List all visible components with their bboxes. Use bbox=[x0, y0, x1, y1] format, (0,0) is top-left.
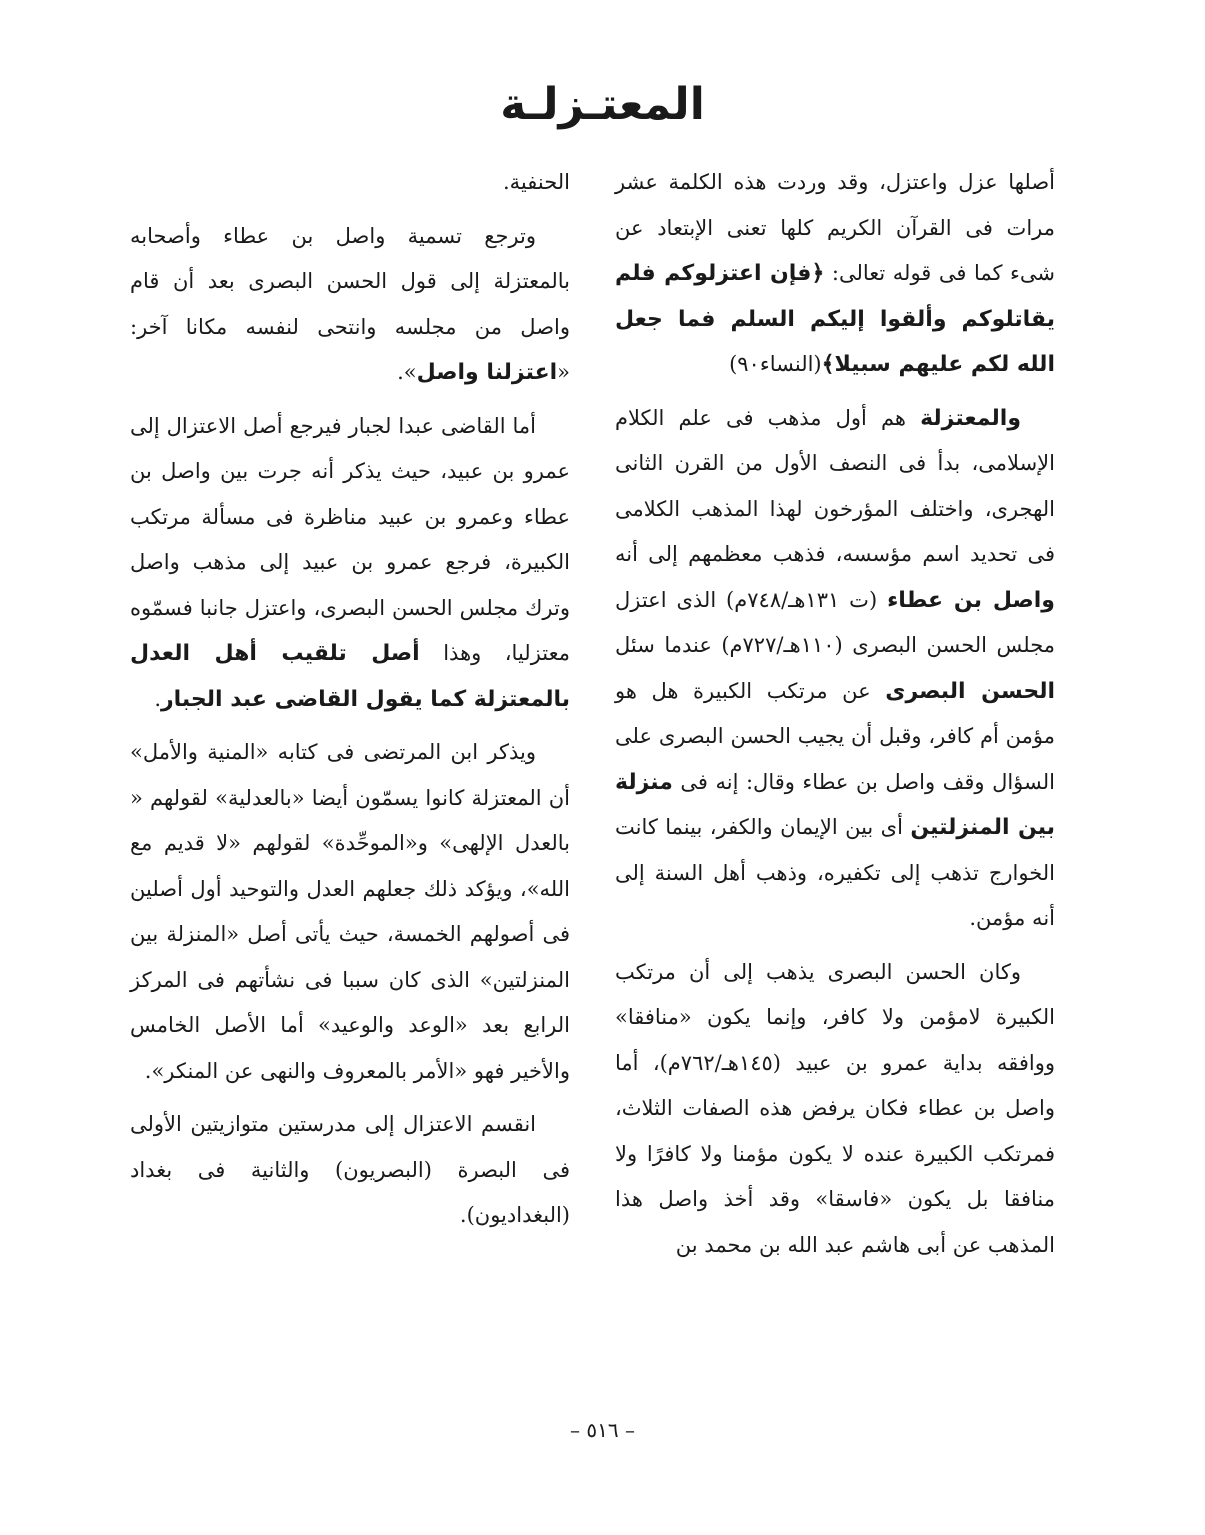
text-run: الحنفية. bbox=[502, 170, 570, 194]
text-run: أما القاضى عبدا لجبار فيرجع أصل الاعتزال إلى عمرو بن عبيد، حيث يذكر أنه جرت بين واصل بن عطاء وعمرو بن عبيد مناظرة فى مسألة مرتكب الكبيرة، فرجع عمرو بن عبيد إلى مذهب واصل وترك مجلس الحسن البصرى، واعتزل جانبا فسمّوه معتزليا، وهذا bbox=[130, 413, 570, 665]
paragraph bbox=[130, 214, 570, 396]
text-run: ». bbox=[397, 360, 417, 384]
paragraph bbox=[615, 396, 1055, 942]
bold-term: واصل بن عطاء bbox=[887, 587, 1055, 613]
paragraph bbox=[615, 950, 1055, 1269]
bold-term: الحسن البصرى bbox=[885, 678, 1055, 704]
text-run: وكان الحسن البصرى يذهب إلى أن مرتكب الكبيرة لامؤمن ولا كافر، وإنما يكون «منافقا» ووافقه بداية عمرو بن عبيد (١٤٥هـ/٧٦٢م)، أما واصل بن عطاء فكان يرفض هذه الصفات الثلاث، فمرتكب الكبيرة عنده لا يكون مؤمنا ولا كافرًا ولا منافقا بل يكون «فاسقا» وقد أخذ واصل هذا المذهب عن أبى هاشم عبد الله بن محمد بن bbox=[615, 959, 1055, 1257]
paragraph bbox=[615, 160, 1055, 388]
text-run: أى بين الإيمان والكفر، بينما كانت الخوارج تذهب إلى تكفيره، وذهب أهل السنة إلى أنه مؤمن. bbox=[615, 815, 1055, 930]
bold-term: منزلة بين المنزلتين bbox=[615, 769, 1055, 840]
text-run: هم أول مذهب فى علم الكلام الإسلامى، بدأ فى النصف الأول من القرن الثانى الهجرى، واختلف المؤرخون لهذا المذهب الكلامى فى تحديد اسم مؤسسه، فذهب معظمهم إلى أنه bbox=[615, 405, 1055, 566]
paragraph bbox=[130, 1102, 570, 1239]
paragraph bbox=[130, 730, 570, 1094]
paragraph bbox=[130, 160, 570, 206]
text-run: أصلها عزل واعتزل، وقد وردت هذه الكلمة عشر مرات فى القرآن الكريم كلها تعنى الإبتعاد عن شىء كما فى قوله تعالى: bbox=[615, 170, 1056, 285]
text-run: (ت ١٣١هـ/٧٤٨م) الذى اعتزل مجلس الحسن البصرى (١١٠هـ/٧٢٧م) عندما سئل bbox=[615, 587, 1056, 657]
bold-term: اعتزلنا واصل bbox=[416, 360, 558, 385]
left-column bbox=[130, 160, 570, 1239]
text-run: ويذكر ابن المرتضى فى كتابه «المنية والأمل» أن المعتزلة كانوا يسمّون أيضا «بالعدلية» لقولهم « بالعدل الإلهى» و«الموحِّدة» لقولهم «لا قديم مع الله»، ويؤكد ذلك جعلهم العدل والتوحيد أول أصلين فى أصولهم الخمسة، حيث يأتى أصل «المنزلة بين المنزلتين» الذى كان سببا فى نشأتهم فى المركز الرابع بعد «الوعد والوعيد» أما الأصل الخامس والأخير فهو «الأمر بالمعروف والنهى عن المنكر». bbox=[130, 740, 570, 1083]
bold-term: أصل تلقيب أهل العدل بالمعتزلة كما يقول القاضى عبد الجبار bbox=[130, 641, 570, 712]
right-column bbox=[615, 160, 1055, 1268]
page-number: – ٥١٦ – bbox=[570, 1418, 635, 1442]
bold-term: والمعتزلة bbox=[920, 405, 1021, 431]
text-run: . bbox=[154, 686, 161, 711]
quran-verse: ﴿فإن اعتزلوكم فلم يقاتلوكم وألقوا إليكم السلم فما جعل الله لكم عليهم سبيلا﴾ bbox=[615, 261, 1055, 377]
text-run: عن مرتكب الكبيرة هل هو مؤمن أم كافر، وقبل أن يجيب الحسن البصرى على السؤال وقف واصل بن عطاء وقال: إنه فى bbox=[615, 678, 1055, 794]
verse-citation: (النساء٩٠) bbox=[729, 352, 822, 376]
paragraph bbox=[130, 404, 570, 723]
text-run: وترجع تسمية واصل بن عطاء وأصحابه بالمعتزلة إلى قول الحسن البصرى بعد أن قام واصل من مجلسه وانتحى لنفسه مكانا آخر: « bbox=[130, 223, 570, 384]
text-run: انقسم الاعتزال إلى مدرستين متوازيتين الأولى فى البصرة (البصريون) والثانية فى بغداد (البغداديون). bbox=[130, 1112, 570, 1227]
page-title: المعتـزلـة bbox=[500, 79, 705, 130]
